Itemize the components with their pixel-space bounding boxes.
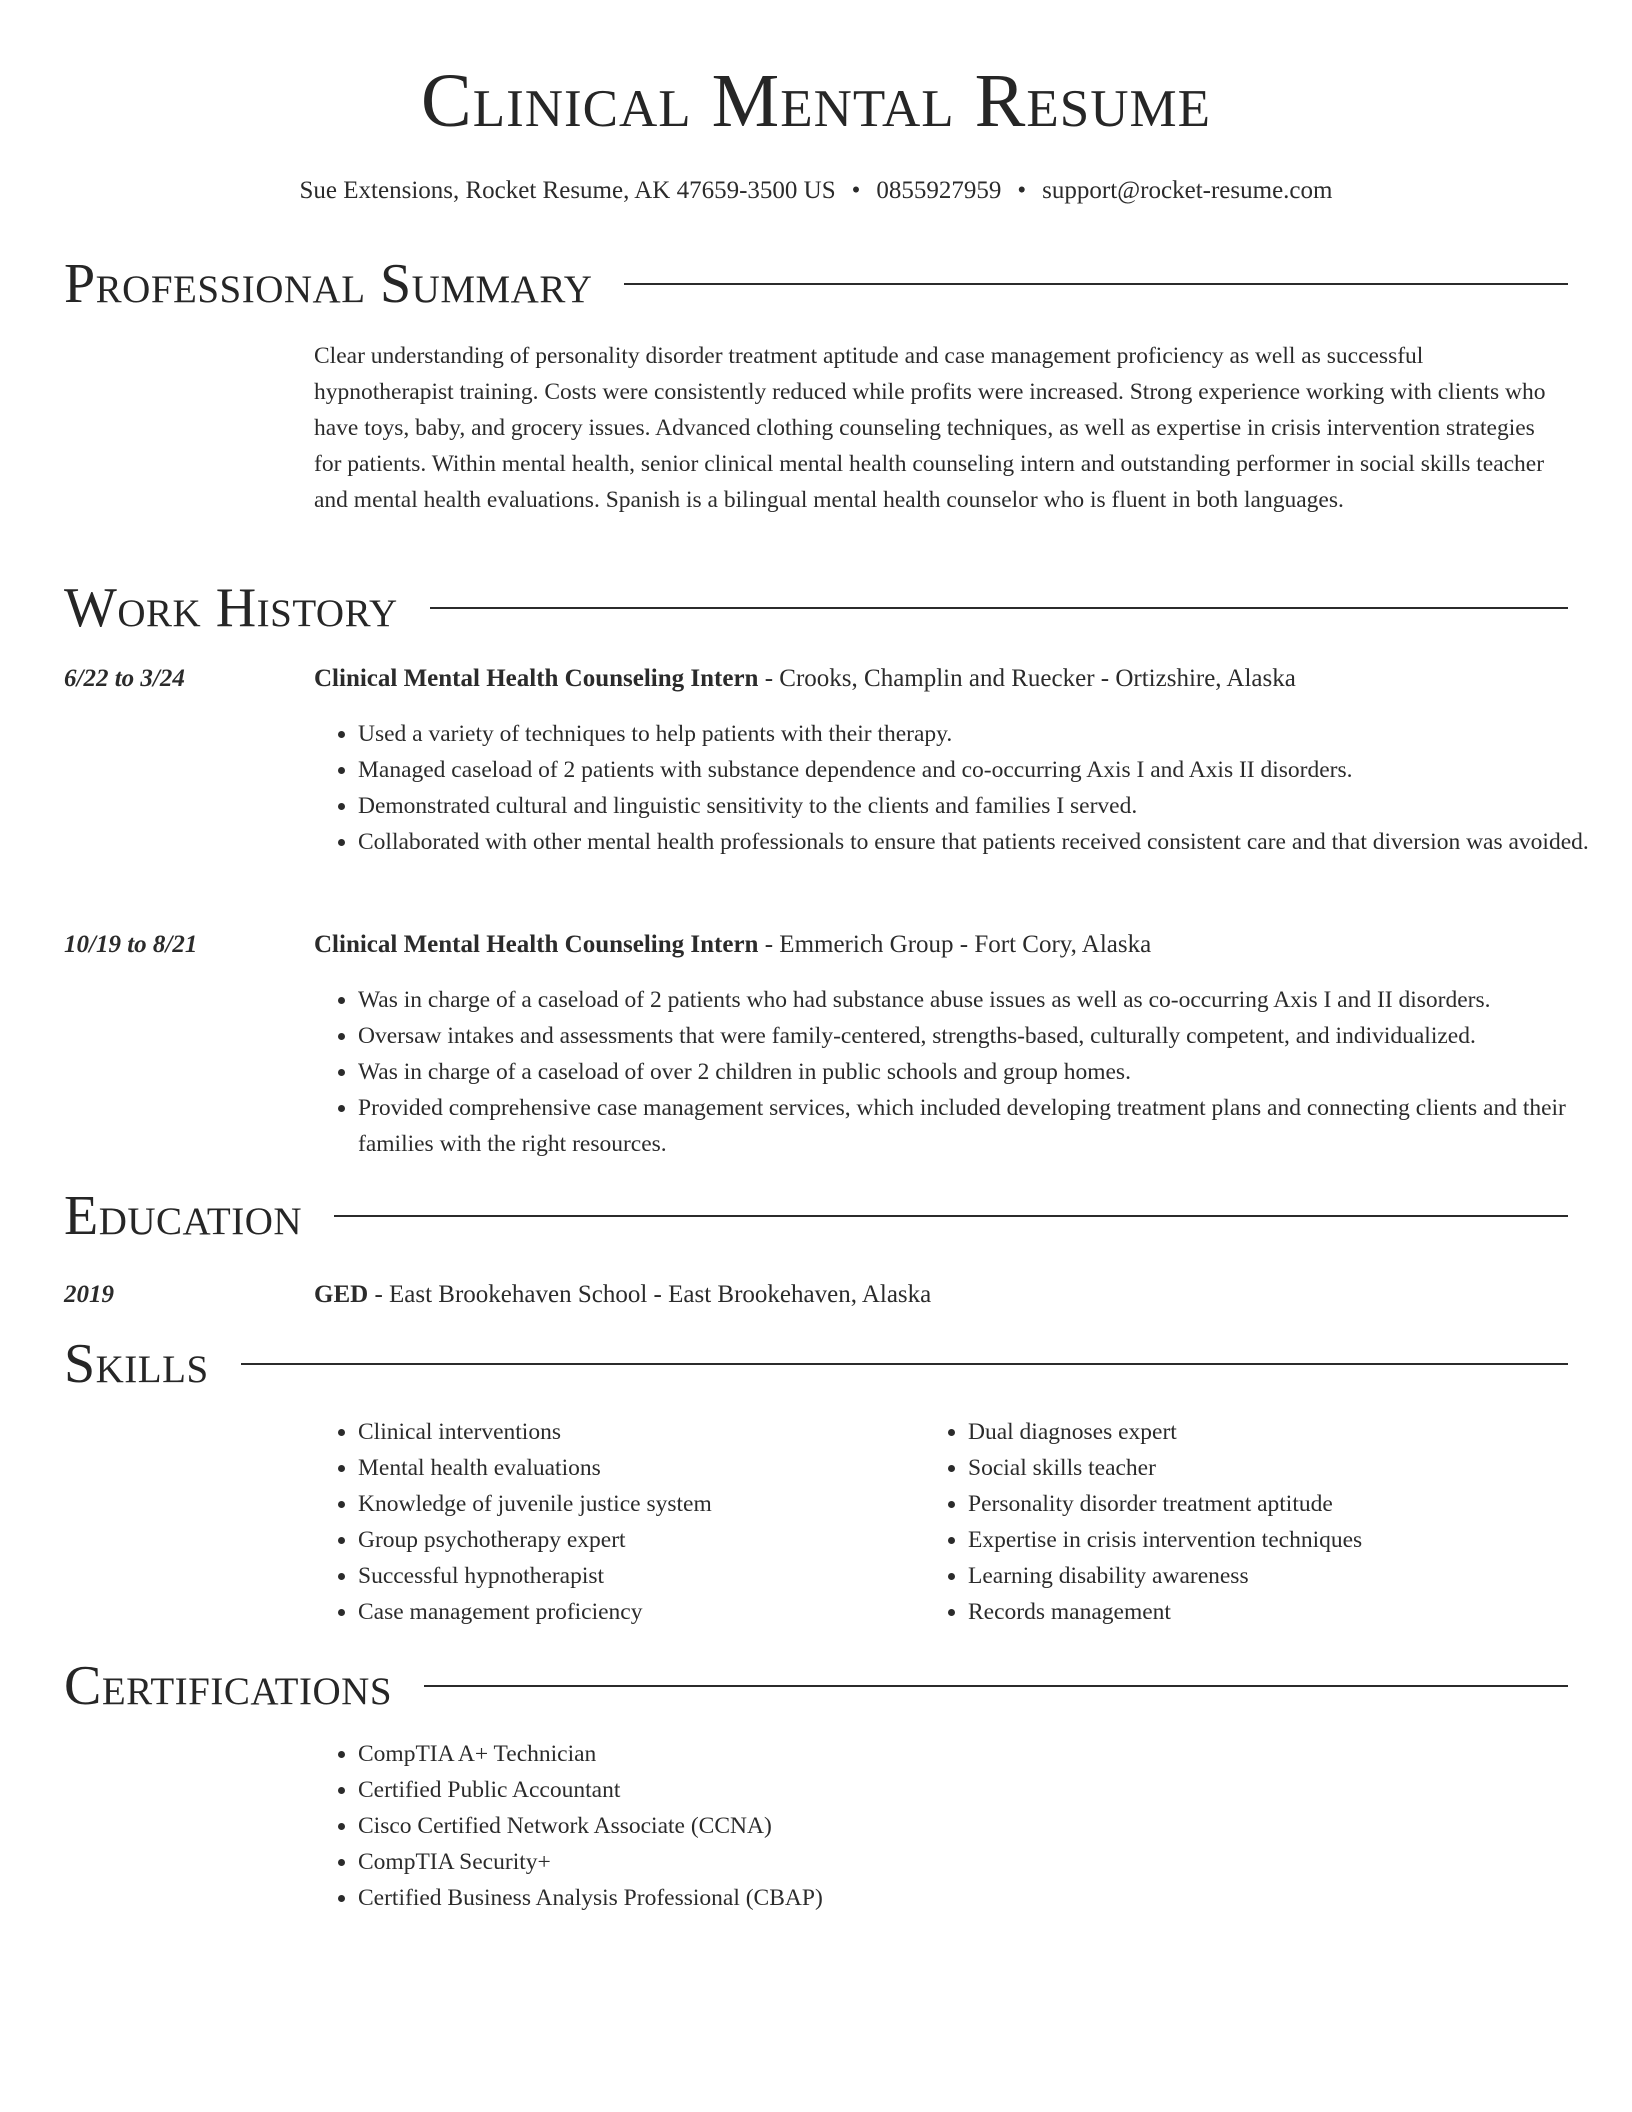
education-entry (314, 1278, 931, 1312)
list-item: • Expertise in crisis intervention techniques (968, 1522, 1568, 1558)
section-divider (624, 283, 1568, 285)
section-work-header (64, 576, 1568, 640)
list-item: • Mental health evaluations (358, 1450, 958, 1486)
section-certifications-header (64, 1654, 1568, 1718)
list-item: • Cisco Certified Network Associate (CCNA) (358, 1808, 1618, 1844)
skills-list-left (314, 1414, 958, 1630)
list-item: • Knowledge of juvenile justice system (358, 1486, 958, 1522)
section-divider (334, 1215, 1568, 1217)
education-school: - East Brookehaven School - East Brookehaven, Alaska (368, 1281, 932, 1308)
job-title: Clinical Mental Health Counseling Intern (314, 931, 759, 958)
list-item: • Personality disorder treatment aptitude (968, 1486, 1568, 1522)
list-item: • Case management proficiency (358, 1594, 958, 1630)
list-item: • CompTIA Security+ (358, 1844, 1618, 1880)
education-degree: GED (314, 1281, 369, 1308)
list-item: • Group psychotherapy expert (358, 1522, 958, 1558)
job-dates: 10/19 to 8/21 (64, 931, 198, 958)
job-title: Clinical Mental Health Counseling Intern (314, 665, 759, 692)
list-item: • Used a variety of techniques to help patients with their therapy. (358, 716, 1618, 752)
list-item: • Managed caseload of 2 patients with substance dependence and co-occurring Axis I and Axis II disorders. (358, 752, 1618, 788)
resume-name: Clinical Mental Resume (421, 59, 1211, 143)
list-item: • Oversaw intakes and assessments that were family-centered, strengths-based, culturally competent, and individualized. (358, 1018, 1618, 1054)
job-heading (314, 928, 1151, 962)
list-item: • Certified Business Analysis Professional (CBAP) (358, 1880, 1618, 1916)
list-item: • Successful hypnotherapist (358, 1558, 958, 1594)
certifications-list (314, 1736, 1618, 1916)
contact-line (0, 174, 1632, 208)
contact-separator: • (851, 177, 861, 204)
job-bullets (314, 982, 1618, 1162)
list-item: • Provided comprehensive case management services, which included developing treatment plans and connecting clients and their families with the right resources. (358, 1090, 1618, 1162)
email: support@rocket-resume.com (1042, 177, 1333, 204)
section-divider (241, 1363, 1568, 1365)
list-item: • Records management (968, 1594, 1568, 1630)
phone: 0855927959 (876, 177, 1002, 204)
section-title: Professional Summary (64, 253, 593, 315)
section-title: Skills (64, 1333, 209, 1395)
list-item: • CompTIA A+ Technician (358, 1736, 1618, 1772)
job-employer: - Emmerich Group - Fort Cory, Alaska (758, 931, 1152, 958)
list-item: • Dual diagnoses expert (968, 1414, 1568, 1450)
contact-separator: • (1017, 177, 1027, 204)
list-item: • Was in charge of a caseload of over 2 children in public schools and group homes. (358, 1054, 1618, 1090)
summary-text: Clear understanding of personality disorder treatment aptitude and case management proficiency as well as successful hypnotherapist training. Costs were consistently reduced while profits were increased. Strong experience working with clients who have toys, baby, and grocery issues. Advanced clothing counseling techniques, as well as expertise in crisis intervention strategies for patients. Within mental health, senior clinical mental health counseling intern and outstanding performer in social skills teacher and mental health evaluations. Spanish is a bilingual mental health counselor who is fluent in both languages. (314, 343, 1546, 513)
skills-list-right (924, 1414, 1568, 1630)
section-divider (430, 607, 1568, 609)
section-education-header (64, 1184, 1568, 1248)
list-item: • Collaborated with other mental health professionals to ensure that patients received consistent care and that diversion was avoided. (358, 824, 1618, 860)
list-item: • Social skills teacher (968, 1450, 1568, 1486)
list-item: • Was in charge of a caseload of 2 patients who had substance abuse issues as well as co-occurring Axis I and II disorders. (358, 982, 1618, 1018)
list-item: • Learning disability awareness (968, 1558, 1568, 1594)
address: Sue Extensions, Rocket Resume, AK 47659-3500 US (299, 177, 836, 204)
section-skills-header (64, 1332, 1568, 1396)
list-item: • Certified Public Accountant (358, 1772, 1618, 1808)
section-summary-header (64, 252, 1568, 316)
job-bullets (314, 716, 1618, 860)
section-title: Education (64, 1185, 303, 1247)
list-item: • Demonstrated cultural and linguistic sensitivity to the clients and families I served. (358, 788, 1618, 824)
section-divider (424, 1685, 1568, 1687)
list-item: • Clinical interventions (358, 1414, 958, 1450)
job-heading (314, 662, 1296, 696)
section-title: Work History (64, 577, 398, 639)
education-year: 2019 (64, 1281, 114, 1308)
job-dates: 6/22 to 3/24 (64, 665, 185, 692)
section-title: Certifications (64, 1655, 393, 1717)
job-employer: - Crooks, Champlin and Ruecker - Ortizshire, Alaska (758, 665, 1296, 692)
